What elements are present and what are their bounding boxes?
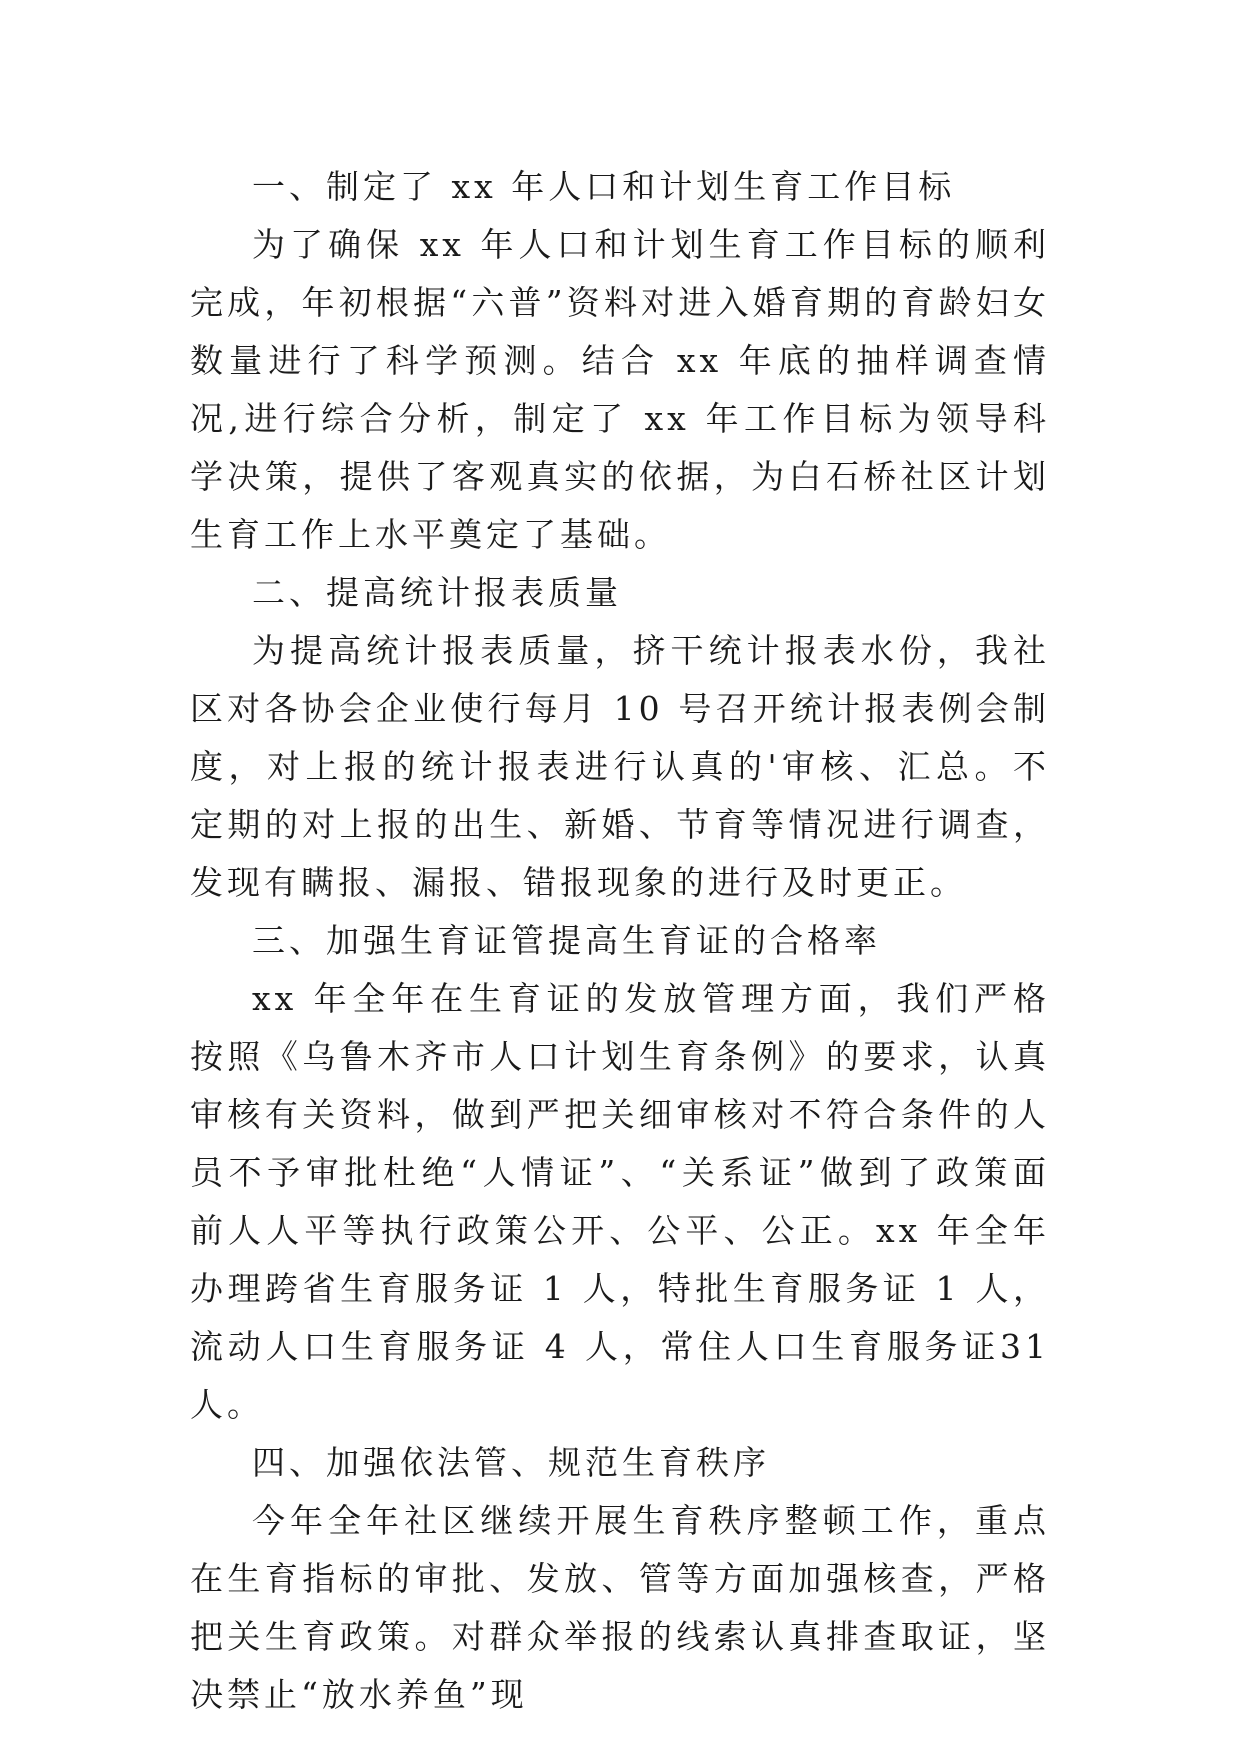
section-heading: 四、加强依法管、规范生育秩序	[252, 1443, 770, 1482]
section-paragraph: xx 年全年在生育证的发放管理方面，我们严格按照《乌鲁木齐市人口计划生育条例》的要求，认真审核有关资料，做到严把关细审核对不符合条件的人员不予审批杜绝“人情证”、“关系证”做到了政策面前人人平等执行政策公开、公平、公正。xx 年全年办理跨省生育服务证 1 人，特批生育服务证 1 人，流动人口生育服务证 4 人，常住人口生育服务证31 人。	[190, 979, 1050, 1424]
section-heading: 一、制定了 xx 年人口和计划生育工作目标	[252, 167, 956, 206]
document-body	[190, 158, 1050, 1724]
section-paragraph: 今年全年社区继续开展生育秩序整顿工作，重点在生育指标的审批、发放、管等方面加强核查，严格把关生育政策。对群众举报的线索认真排查取证，坚决禁止“放水养鱼”现	[190, 1501, 1050, 1714]
section-heading: 二、提高统计报表质量	[252, 573, 622, 612]
section-paragraph: 为提高统计报表质量，挤干统计报表水份，我社区对各协会企业使行每月 10 号召开统计报表例会制度，对上报的统计报表进行认真的'审核、汇总。不定期的对上报的出生、新婚、节育等情况进行调查，发现有瞒报、漏报、错报现象的进行及时更正。	[190, 631, 1050, 902]
section-paragraph: 为了确保 xx 年人口和计划生育工作目标的顺利完成，年初根据“六普”资料对进入婚育期的育龄妇女数量进行了科学预测。结合 xx 年底的抽样调查情况,进行综合分析，制定了 xx 年工作目标为领导科学决策，提供了客观真实的依据，为白石桥社区计划生育工作上水平奠定了基础。	[190, 225, 1050, 554]
section-heading: 三、加强生育证管提高生育证的合格率	[252, 921, 881, 960]
